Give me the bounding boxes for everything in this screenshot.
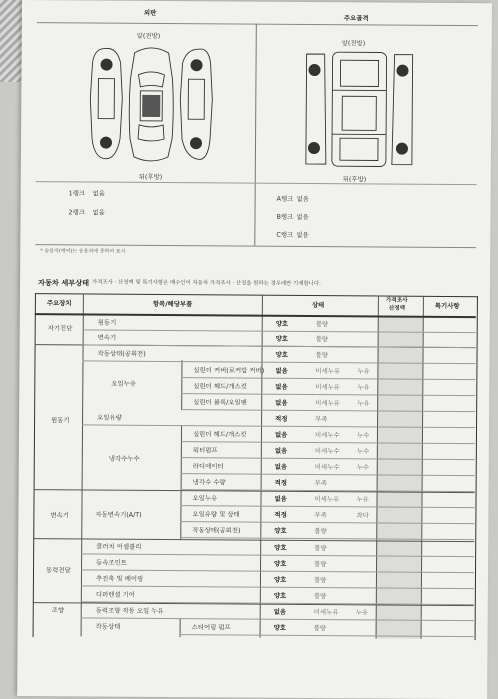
rankC-value: 없음 xyxy=(296,232,308,238)
row-item: 변속기 xyxy=(98,335,117,342)
state-option[interactable]: 불량 xyxy=(316,336,328,342)
rankA-value: 없음 xyxy=(297,196,309,202)
state-option[interactable]: 부족 xyxy=(315,480,327,486)
state-option[interactable]: 미세누유 xyxy=(315,368,340,375)
state-option[interactable]: 부족 xyxy=(315,416,327,422)
row-subitem: 오일유량 및 상태 xyxy=(192,511,239,518)
state-option[interactable]: 불량 xyxy=(314,593,326,599)
row-subitem: 냉각수 수량 xyxy=(193,479,226,486)
rank2-label: 2랭크 xyxy=(68,209,84,216)
row-subitem: 실린더 헤드/개스킷 xyxy=(193,431,247,438)
rankB-value: 없음 xyxy=(296,214,308,220)
state-option[interactable]: 불량 xyxy=(314,577,326,583)
row-subitem: 작동상태(공회전) xyxy=(192,527,240,534)
right-front-label: 앞(전방) xyxy=(342,40,366,47)
state-option[interactable]: 없음 xyxy=(275,464,287,470)
right-rear-label: 뒤(후방) xyxy=(343,176,367,183)
state-option[interactable]: 부족 xyxy=(314,512,326,518)
left-rear-label: 뒤(후방) xyxy=(139,174,163,181)
state-option[interactable]: 불량 xyxy=(314,545,326,551)
row-subitem: 워터펌프 xyxy=(193,447,218,454)
mid-coolant-leak: 냉각수누수 xyxy=(109,456,140,463)
header-frame: 주요골격 xyxy=(344,15,369,22)
row-item: 디퍼렌셜 기어 xyxy=(96,592,135,599)
group-transmission: 변속기 xyxy=(50,512,69,519)
row-item: 오일유량 xyxy=(97,415,122,422)
state-option[interactable]: 적정 xyxy=(275,480,287,486)
state-option[interactable]: 미세누수 xyxy=(315,464,340,471)
rankC-label: C랭크 xyxy=(276,232,293,239)
state-option[interactable]: 양호 xyxy=(274,593,286,599)
row-item: 원동기 xyxy=(98,320,117,327)
table-rows xyxy=(22,0,492,3)
inspection-sheet xyxy=(17,0,492,699)
mid-auto-trans: 자동변속기(A/T) xyxy=(95,512,141,519)
rankA-label: A랭크 xyxy=(277,196,294,203)
state-option[interactable]: 누유 xyxy=(357,384,369,390)
rank2-value: 없음 xyxy=(92,209,104,215)
state-option[interactable]: 미세누유 xyxy=(315,400,340,407)
state-option[interactable]: 불량 xyxy=(314,625,326,631)
state-option[interactable]: 양호 xyxy=(274,561,286,567)
state-option[interactable]: 양호 xyxy=(276,336,288,342)
header-exterior: 외판 xyxy=(144,10,156,16)
state-option[interactable]: 없음 xyxy=(274,609,286,615)
state-option[interactable]: 양호 xyxy=(276,352,288,358)
state-option[interactable]: 미세누유 xyxy=(314,609,339,616)
state-option[interactable]: 없음 xyxy=(275,448,287,454)
state-option[interactable]: 없음 xyxy=(275,384,287,390)
row-item: 등속조인트 xyxy=(96,560,127,567)
row-item: 작동상태(공회전) xyxy=(98,351,146,358)
state-option[interactable]: 양호 xyxy=(274,625,286,631)
group-self-diag: 자기진단 xyxy=(48,325,73,332)
row-subitem: 실린더 커버(로커암 커버) xyxy=(193,367,264,374)
th-state: 상태 xyxy=(312,302,324,308)
state-option[interactable]: 누유 xyxy=(356,496,368,502)
rankB-label: B랭크 xyxy=(276,214,293,221)
exterior-car-diagram xyxy=(76,38,227,169)
state-option[interactable]: 누유 xyxy=(357,400,369,406)
frame-car-diagram xyxy=(284,46,435,173)
footnote: * 승용자(에어)는 승용차에 준하여 표시 xyxy=(40,249,125,255)
state-option[interactable]: 과다 xyxy=(356,512,368,518)
row-item: 추진축 및 베어링 xyxy=(96,576,143,583)
th-device: 주요장치 xyxy=(47,300,72,307)
state-option[interactable]: 불량 xyxy=(314,528,326,534)
state-option[interactable]: 없음 xyxy=(275,496,287,502)
row-item: 작동상태 xyxy=(96,624,121,631)
row-subitem: 실린더 헤드/개스킷 xyxy=(193,383,247,390)
state-option[interactable]: 양호 xyxy=(276,321,288,327)
state-option[interactable]: 양호 xyxy=(274,577,286,583)
th-price-2: 산정액 xyxy=(389,307,405,313)
row-subitem: 실린더 블록/오일팬 xyxy=(193,399,247,406)
state-option[interactable]: 미세누유 xyxy=(314,496,339,503)
rank1-value: 없음 xyxy=(93,190,105,196)
state-option[interactable]: 적정 xyxy=(275,416,287,422)
section-title: 자동차 세부상태 xyxy=(38,279,89,287)
state-option[interactable]: 불량 xyxy=(316,321,328,327)
state-option[interactable]: 누수 xyxy=(357,432,369,438)
group-steering: 조향 xyxy=(52,607,64,613)
state-option[interactable]: 누유 xyxy=(356,609,368,615)
row-item: 클러치 어셈블리 xyxy=(96,544,141,551)
left-front-label: 앞(전방) xyxy=(137,33,161,40)
group-power: 동력전달 xyxy=(46,567,71,574)
rank1-label: 1랭크 xyxy=(69,190,85,197)
group-engine: 원동기 xyxy=(51,417,70,424)
state-option[interactable]: 누수 xyxy=(357,464,369,470)
th-item: 항목/해당부품 xyxy=(153,301,192,308)
state-option[interactable]: 양호 xyxy=(274,545,286,551)
section-subtitle: 가격조사 · 산정액 및 특기사항은 매수인이 자동차 가격조사 · 산정을 원하는 경우에만 기재합니다. xyxy=(92,280,321,287)
state-option[interactable]: 불량 xyxy=(314,561,326,567)
th-notes: 특기사항 xyxy=(435,303,460,310)
row-item: 동력조향 작동 오일 누유 xyxy=(96,608,164,615)
state-option[interactable]: 누수 xyxy=(357,448,369,454)
state-option[interactable]: 미세누수 xyxy=(315,448,340,455)
row-subitem: 라디에이터 xyxy=(193,463,224,470)
state-option[interactable]: 없음 xyxy=(275,432,287,438)
state-option[interactable]: 없음 xyxy=(275,400,287,406)
state-option[interactable]: 미세누수 xyxy=(315,432,340,439)
state-option[interactable]: 누유 xyxy=(357,368,369,374)
row-subitem: 스티어링 펌프 xyxy=(192,624,231,631)
state-option[interactable]: 적정 xyxy=(274,512,286,518)
mid-oil-leak: 오일누유 xyxy=(111,381,136,388)
state-option[interactable]: 없음 xyxy=(275,368,287,374)
th-price-1: 가격조사 xyxy=(386,299,408,305)
state-option[interactable]: 미세누유 xyxy=(315,384,340,391)
state-option[interactable]: 불량 xyxy=(316,352,328,358)
row-subitem: 오일누유 xyxy=(193,495,218,502)
state-option[interactable]: 양호 xyxy=(274,528,286,534)
